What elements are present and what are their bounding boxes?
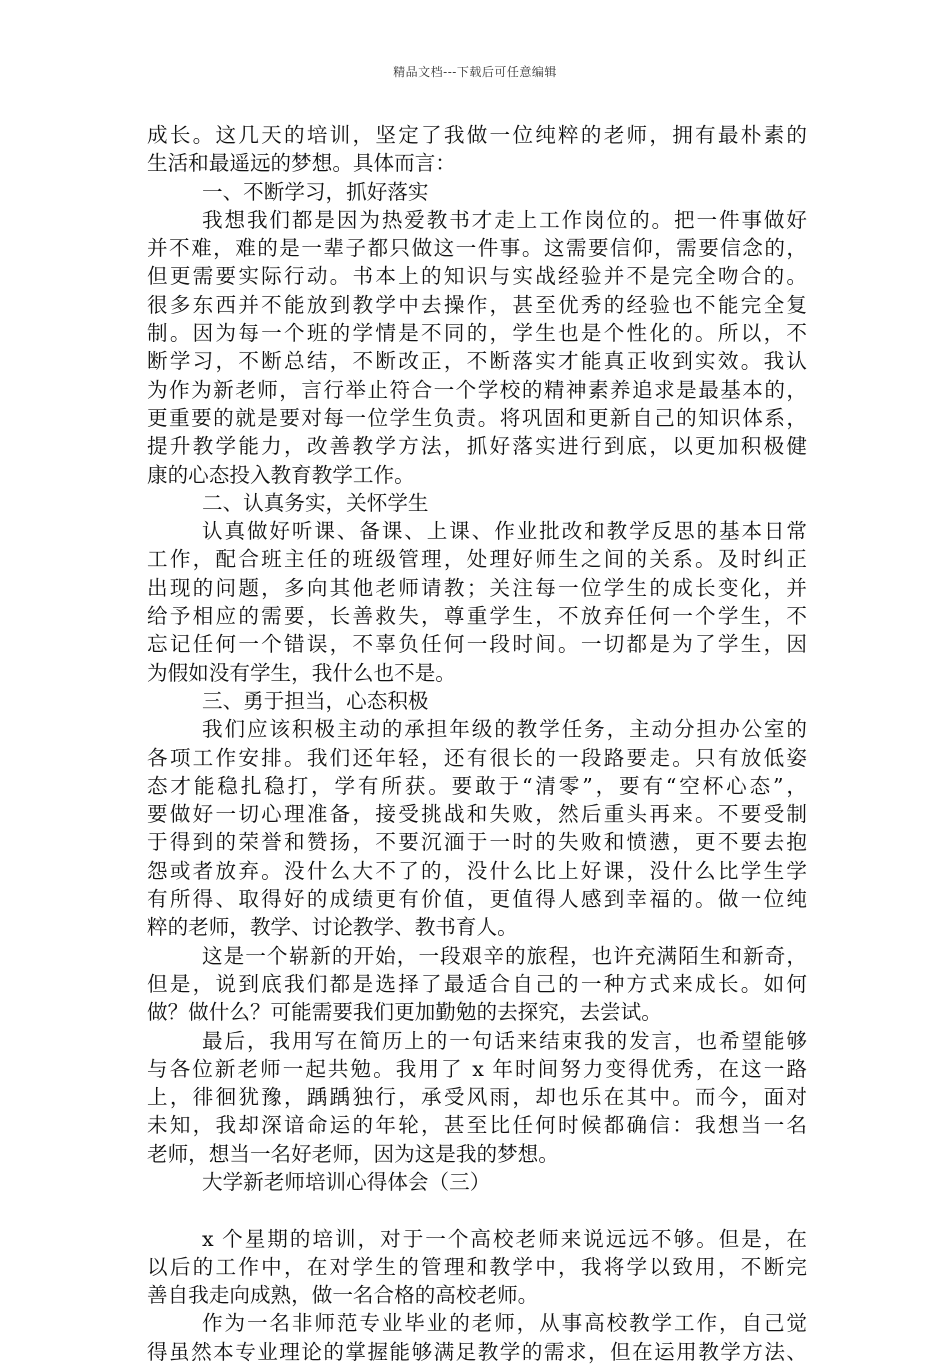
text-line: 很多东西并不能放到教学中去操作，甚至优秀的经验也不能完全复 <box>147 292 807 317</box>
text-line: 我想我们都是因为热爱教书才走上工作岗位的。把一件事做好 <box>202 207 807 232</box>
text-line: 怨或者放弃。没什么大不了的，没什么比上好课，没什么比学生学 <box>147 858 807 883</box>
text-line: 一、不断学习，抓好落实 <box>202 179 429 204</box>
text-line: 以后的工作中，在对学生的管理和教学中，我将学以致用，不断完 <box>147 1254 807 1279</box>
text-line: 为假如没有学生，我什么也不是。 <box>147 660 456 685</box>
text-line: 但是，说到底我们都是选择了最适合自己的一种方式来成长。如何 <box>147 971 807 996</box>
text-line: 提升教学能力，改善教学方法，抓好落实进行到底，以更加积极健 <box>147 434 807 459</box>
text-line: 作为一名非师范专业毕业的老师，从事高校教学工作，自己觉 <box>202 1311 807 1336</box>
text-line: 做？做什么？可能需要我们更加勤勉的去探究，去尝试。 <box>147 1000 662 1025</box>
text-line: 各项工作安排。我们还年轻，还有很长的一段路要走。只有放低姿 <box>147 745 807 770</box>
text-line: 更重要的就是要对每一位学生负责。将巩固和更新自己的知识体系， <box>147 405 807 430</box>
text-line: 但更需要实际行动。书本上的知识与实战经验并不是完全吻合的。 <box>147 264 807 289</box>
text-line: 老师，想当一名好老师，因为这是我的梦想。 <box>147 1141 559 1166</box>
text-line: 并不难，难的是一辈子都只做这一件事。这需要信仰，需要信念的， <box>147 236 807 261</box>
text-line: 善自我走向成熟，做一名合格的高校老师。 <box>147 1283 539 1308</box>
text-line: 最后，我用写在简历上的一句话来结束我的发言，也希望能够 <box>202 1028 807 1053</box>
text-line: 有所得、取得好的成绩更有价值，更值得人感到幸福的。做一位纯 <box>147 887 807 912</box>
text-line: 粹的老师，教学、讨论教学、教书育人。 <box>147 915 518 940</box>
text-line: 三、勇于担当，心态积极 <box>202 688 429 713</box>
text-line: 为作为新老师，言行举止符合一个学校的精神素养追求是最基本的， <box>147 377 807 402</box>
text-line: 二、认真务实，关怀学生 <box>202 490 429 515</box>
blank-line <box>147 1196 807 1224</box>
text-line: 成长。这几天的培训，坚定了我做一位纯粹的老师，拥有最朴素的 <box>147 123 807 147</box>
text-line: 要做好一切心理准备，接受挑战和失败，然后重头再来。不要受制 <box>147 802 807 827</box>
text-line: 工作，配合班主任的班级管理，处理好师生之间的关系。及时纠正 <box>147 547 807 572</box>
text-line: 出现的问题，多向其他老师请教；关注每一位学生的成长变化，并 <box>147 575 807 600</box>
text-line: 制。因为每一个班的学情是不同的，学生也是个性化的。所以，不 <box>147 321 807 346</box>
text-line: 忘记任何一个错误，不辜负任何一段时间。一切都是为了学生，因 <box>147 632 807 657</box>
text-line: 未知，我却深谙命运的年轮，甚至比任何时候都确信：我想当一名 <box>147 1113 807 1138</box>
text-line: x 个星期的培训，对于一个高校老师来说远远不够。但是，在 <box>202 1226 807 1251</box>
text-line: 断学习，不断总结，不断改正，不断落实才能真正收到实效。我认 <box>147 349 807 374</box>
text-line: 这是一个崭新的开始，一段艰辛的旅程，也许充满陌生和新奇， <box>202 943 807 968</box>
document-body <box>147 121 807 1366</box>
text-line: 于得到的荣誉和赞扬，不要沉湎于一时的失败和愤懑，更不要去抱 <box>147 830 807 855</box>
text-line: 上，徘徊犹豫，踽踽独行，承受风雨，却也乐在其中。而今，面对 <box>147 1085 807 1110</box>
text-line: 给予相应的需要，长善救失，尊重学生，不放弃任何一个学生，不 <box>147 604 807 629</box>
page-header: 精品文档---下载后可任意编辑 <box>393 65 557 79</box>
text-line: 得虽然本专业理论的掌握能够满足教学的需求，但在运用教学方法、 <box>147 1339 807 1364</box>
text-line: 我们应该积极主动的承担年级的教学任务，主动分担办公室的 <box>202 717 807 742</box>
text-line: 态才能稳扎稳打，学有所获。要敢于“清零”，要有“空杯心态”， <box>147 773 807 798</box>
text-line: 大学新老师培训心得体会（三） <box>202 1169 491 1194</box>
text-line: 康的心态投入教育教学工作。 <box>147 462 415 487</box>
text-line: 与各位新老师一起共勉。我用了 x 年时间努力变得优秀，在这一路 <box>147 1056 807 1081</box>
text-line: 认真做好听课、备课、上课、作业批改和教学反思的基本日常 <box>202 519 807 544</box>
text-line: 生活和最遥远的梦想。具体而言： <box>147 151 456 176</box>
